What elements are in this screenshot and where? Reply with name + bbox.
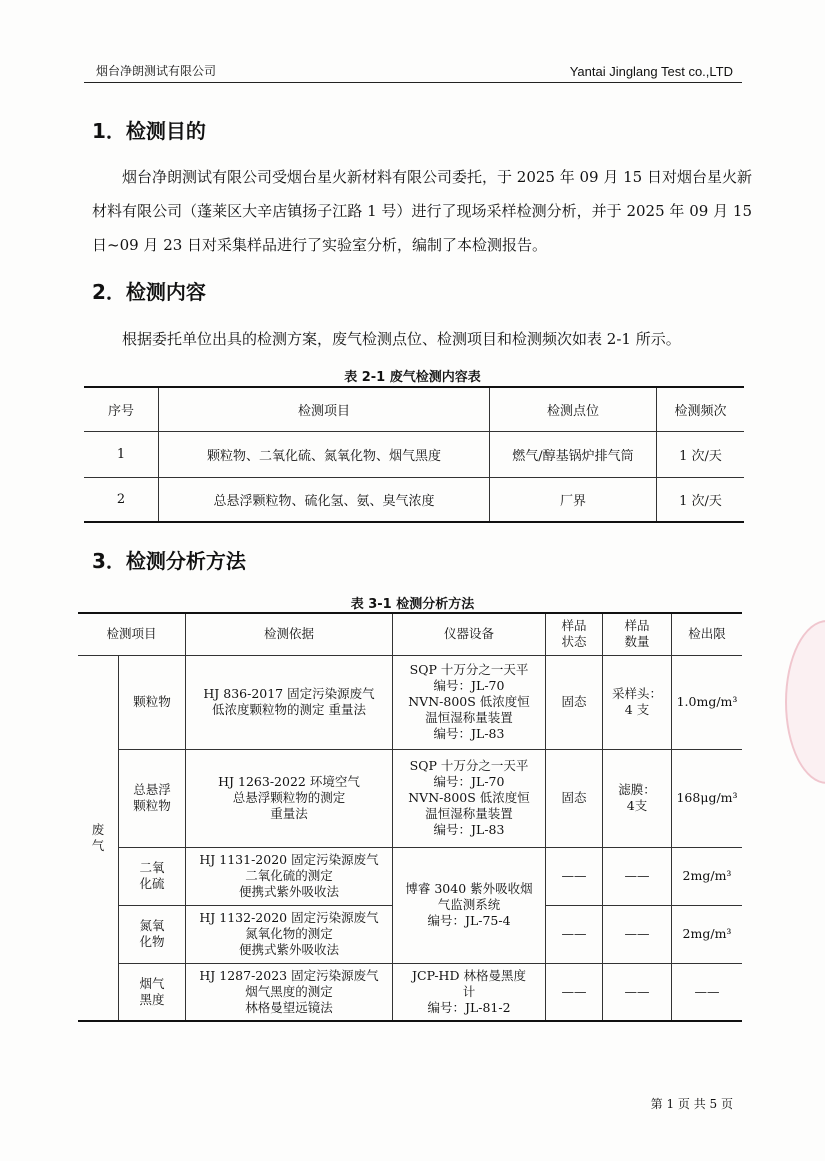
table-header: 仪器设备 <box>393 613 546 655</box>
table-cell: 2mg/m³ <box>672 905 743 963</box>
table-cell: HJ 1131-2020 固定污染源废气 二氧化硫的测定 便携式紫外吸收法 <box>186 847 393 905</box>
table-cell: 博睿 3040 紫外吸收烟 气监测系统 编号：JL-75-4 <box>393 847 546 963</box>
table-row <box>84 431 744 477</box>
section-1-title: 1．检测目的 <box>92 119 206 143</box>
category-cell: 废 气 <box>78 655 119 1021</box>
table-cell: —— <box>546 963 603 1021</box>
table-cell: HJ 836-2017 固定污染源废气 低浓度颗粒物的测定 重量法 <box>186 655 393 749</box>
page-number: 第 1 页 共 5 页 <box>650 1097 733 1111</box>
table-cell: 颗粒物 <box>119 655 186 749</box>
table-cell: SQP 十万分之一天平 编号：JL-70 NVN-800S 低浓度恒 温恒湿称量装置 编号：JL-83 <box>393 655 546 749</box>
table-cell: 1 次/天 <box>657 431 745 477</box>
table-row <box>84 477 744 522</box>
table-header: 序号 <box>84 387 159 431</box>
table-cell: 总悬浮 颗粒物 <box>119 749 186 847</box>
table-row <box>78 847 742 905</box>
table-cell: —— <box>603 963 672 1021</box>
table-cell: —— <box>672 963 743 1021</box>
table-header: 检测项目 <box>78 613 186 655</box>
table-cell: HJ 1263-2022 环境空气 总悬浮颗粒物的测定 重量法 <box>186 749 393 847</box>
table-2-1-caption: 表 2-1 废气检测内容表 <box>344 370 481 385</box>
table-row <box>78 749 742 847</box>
table-header: 检测点位 <box>490 387 657 431</box>
table-cell: 氮氧 化物 <box>119 905 186 963</box>
table-cell: —— <box>603 905 672 963</box>
header-divider <box>84 82 742 83</box>
section-1-paragraph: 烟台净朗测试有限公司受烟台星火新材料有限公司委托，于 2025 年 09 月 15 日对烟台星火新材料有限公司（蓬莱区大辛店镇扬子江路 1 号）进行了现场采样检测分析，并于 2025 年 09 月 15 日~09 月 23 日对采集样品进行了实验室分析，编制了本检测报告。 <box>92 168 752 254</box>
table-cell: 2 <box>84 477 159 522</box>
table-cell: 厂界 <box>490 477 657 522</box>
table-header: 检出限 <box>672 613 743 655</box>
table-cell: 总悬浮颗粒物、硫化氢、氨、臭气浓度 <box>159 477 490 522</box>
section-3-title: 3．检测分析方法 <box>92 549 246 573</box>
table-row <box>78 963 742 1021</box>
table-3-1-caption: 表 3-1 检测分析方法 <box>350 597 475 612</box>
table-header: 样品 状态 <box>546 613 603 655</box>
table-cell: —— <box>546 847 603 905</box>
table-cell: 1 次/天 <box>657 477 745 522</box>
table-cell: 固态 <box>546 655 603 749</box>
table-cell: 2mg/m³ <box>672 847 743 905</box>
table-cell: 烟气 黑度 <box>119 963 186 1021</box>
table-cell: 1.0mg/m³ <box>672 655 743 749</box>
table-cell: 颗粒物、二氧化硫、氮氧化物、烟气黑度 <box>159 431 490 477</box>
table-header: 检测项目 <box>159 387 490 431</box>
table-cell: HJ 1287-2023 固定污染源废气 烟气黑度的测定 林格曼望远镜法 <box>186 963 393 1021</box>
table-cell: 采样头： 4 支 <box>603 655 672 749</box>
table-cell: HJ 1132-2020 固定污染源废气 氮氧化物的测定 便携式紫外吸收法 <box>186 905 393 963</box>
table-cell: JCP-HD 林格曼黑度 计 编号：JL-81-2 <box>393 963 546 1021</box>
table-row <box>78 655 742 749</box>
red-seal-stamp <box>785 620 825 784</box>
table-cell: —— <box>603 847 672 905</box>
table-cell: 二氧 化硫 <box>119 847 186 905</box>
table-cell: 168μg/m³ <box>672 749 743 847</box>
table-cell: —— <box>546 905 603 963</box>
table-cell: 滤膜： 4支 <box>603 749 672 847</box>
section-2-paragraph: 根据委托单位出具的检测方案，废气检测点位、检测项目和检测频次如表 2-1 所示。 <box>122 330 681 348</box>
table-cell: 固态 <box>546 749 603 847</box>
section-2-title: 2．检测内容 <box>92 280 206 304</box>
table-cell: SQP 十万分之一天平 编号：JL-70 NVN-800S 低浓度恒 温恒湿称量装置 编号：JL-83 <box>393 749 546 847</box>
header-company-cn: 烟台净朗测试有限公司 <box>96 64 217 78</box>
table-cell: 1 <box>84 431 159 477</box>
table-3-1 <box>78 612 742 1022</box>
table-header: 检测频次 <box>657 387 745 431</box>
table-cell: 燃气/醇基锅炉排气筒 <box>490 431 657 477</box>
table-header: 样品 数量 <box>603 613 672 655</box>
table-2-1 <box>84 386 744 523</box>
table-header: 检测依据 <box>186 613 393 655</box>
header-company-en: Yantai Jinglang Test co.,LTD <box>569 64 733 79</box>
